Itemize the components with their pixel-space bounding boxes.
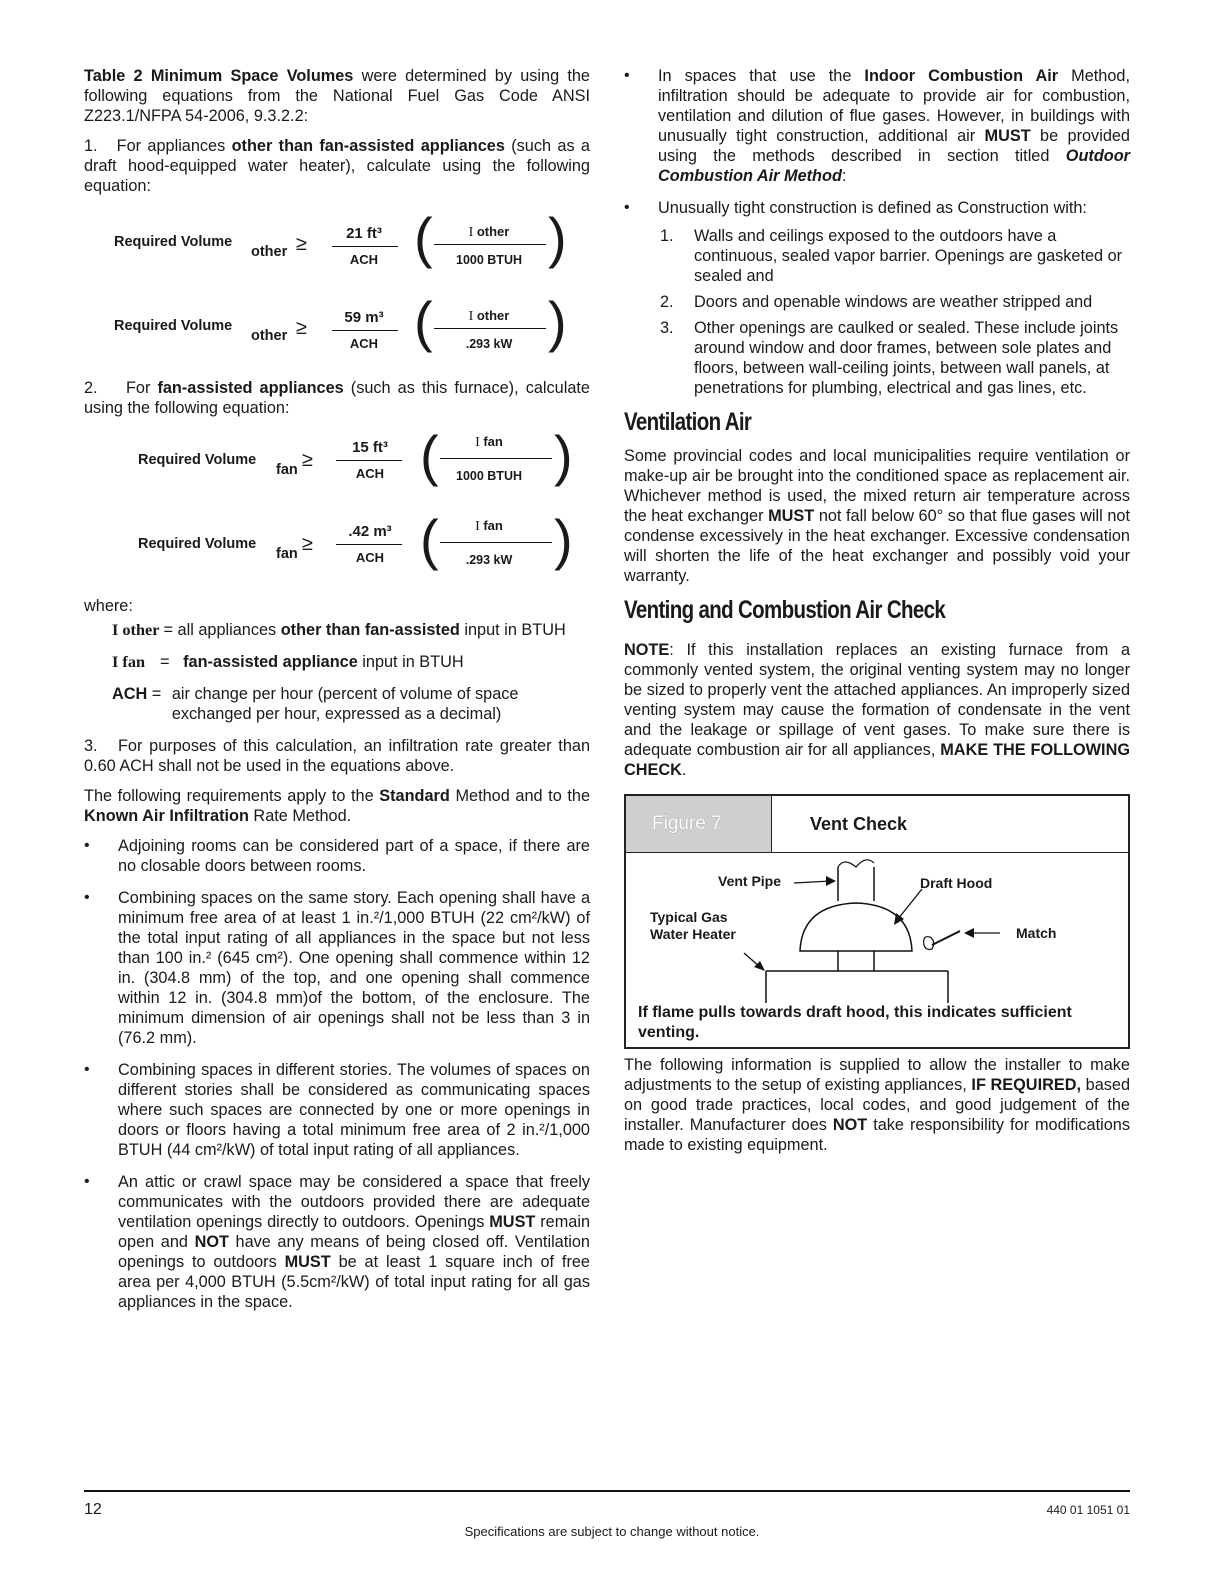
eq1-i-bar: [434, 244, 546, 245]
eq2-numerator: 59 m³: [344, 309, 384, 326]
rb1-bold-1: Indoor Combustion Air: [864, 67, 1059, 85]
requirements-paragraph: [84, 786, 590, 826]
page-number: 12: [84, 1501, 102, 1518]
requirements-list: [84, 836, 590, 1312]
note-end: .: [681, 761, 687, 779]
eq3-ge: ≥: [302, 449, 313, 471]
note-label: NOTE: [624, 641, 670, 659]
b4-a: An attic or crawl space may be considered a space that freely communicates with the outdoors provided there are adequate ventilation openings directly to outdoors. Openings: [118, 1173, 590, 1231]
list-item: • Adjoining rooms can be considered part of a space, if there are no closable doors between rooms.: [84, 836, 590, 876]
sub-number: 2.: [660, 293, 674, 311]
intro-bold: Table 2 Minimum Space Volumes: [84, 67, 354, 85]
figure-diagram: [626, 853, 1128, 1003]
sub-text: Walls and ceilings exposed to the outdoors have a continuous, sealed vapor barrier. Openings are gasketed or sealed and: [694, 227, 1123, 285]
list-item: [624, 66, 1130, 186]
eq1-fraction-bar: [332, 246, 398, 247]
eq4-fraction-bar: [336, 544, 402, 545]
indoor-air-list: [624, 66, 1130, 218]
req-pre: The following requirements apply to the: [84, 787, 380, 805]
eq2-label: Required Volume: [114, 318, 233, 334]
def2-rest: input in BTUH: [357, 653, 464, 671]
item-2-bold: fan-assisted appliances: [157, 379, 344, 397]
definition-i-fan-text: [160, 652, 464, 672]
equation-1: [84, 206, 590, 290]
b4-c: have any means of being closed off. Ventilation openings to outdoors: [118, 1233, 590, 1271]
item-2-number: 2.: [84, 379, 98, 397]
req-bold-2: Known Air Infiltration: [84, 807, 249, 825]
eq3-i-sub: fan: [483, 434, 503, 449]
after-bold-2: NOT: [832, 1116, 868, 1134]
eq1-left-paren: (: [414, 206, 433, 269]
b4-bold-1: MUST: [489, 1213, 536, 1231]
eq1-i-sub: other: [476, 224, 510, 239]
sub-text: Doors and openable windows are weather stripped and: [694, 293, 1093, 311]
after-a: The following information is supplied to allow the installer to make adjustments to the setup of existing appliances,: [624, 1056, 1130, 1094]
definition-i-fan: [84, 652, 590, 672]
eq1-right-paren: ): [548, 206, 567, 269]
right-column: [624, 66, 1130, 1165]
note-bold: MAKE THE FOLLOWING CHECK: [624, 741, 1130, 779]
req-mid: Method and to the: [449, 787, 590, 805]
definition-ach: [84, 684, 590, 724]
rb1-bold-italic: Outdoor Combustion Air Method: [658, 147, 1130, 185]
note-text: : If this installation replaces an existing furnace from a commonly vented system, the original venting system may no longer be sized to properly vent the attached appliances. An improperly sized venting system may cause the formation of condensate in the vent and the leakage or spillage of vent gases. To make sure there is adequate combustion air for all appliances,: [624, 641, 1130, 759]
eq3-denominator: ACH: [355, 466, 385, 481]
eq3-i: I: [475, 435, 480, 450]
eq1-i: I: [468, 225, 474, 240]
eq3-left-paren: (: [420, 424, 439, 487]
vent-bold: MUST: [768, 507, 815, 525]
def1-eq: = all appliances: [163, 621, 281, 639]
eq1-i-bottom: 1000 BTUH: [456, 253, 522, 267]
eq4-i-bottom: .293 kW: [465, 553, 513, 567]
figure-vent-check: [624, 794, 1130, 1049]
eq2-i: I: [468, 309, 474, 324]
figure-tag: Figure 7: [626, 796, 772, 852]
left-column: [84, 66, 595, 1324]
list-item: • Combining spaces on the same story. Each opening shall have a minimum free area of at least 1 in.²/1,000 BTUH (22 cm²/kW) of the total input rating of all appliances in the space but not less than 100 in.² (645 cm²). One opening shall commence within 12 in. (304.8 mm) of the top, and one opening shall commence within 12 in. (304.8 mm)of the bottom, of the enclosure. The minimum dimension of air openings shall not be less than 3 in (76.2 mm).: [84, 888, 590, 1048]
sub-number: 1.: [660, 227, 674, 245]
eq1-label: Required Volume: [114, 234, 233, 250]
eq4-right-paren: ): [554, 508, 573, 571]
item-1-bold: other than fan-assisted appliances: [231, 137, 505, 155]
b4-b: remain open and: [118, 1213, 590, 1251]
item-1: [84, 136, 590, 196]
eq4-ge: ≥: [302, 533, 313, 555]
item-3: 3. For purposes of this calculation, an infiltration rate greater than 0.60 ACH shall not be used in the equations above.: [84, 737, 595, 775]
document-number: 440 01 1051 01: [1046, 1503, 1130, 1517]
eq2-ge: ≥: [296, 317, 307, 339]
footer-notice: Specifications are subject to change without notice.: [464, 1524, 760, 1539]
eq3-label: Required Volume: [138, 452, 257, 468]
eq2-i-bar: [434, 328, 546, 329]
definition-i-other: [84, 620, 590, 640]
list-item: [624, 318, 1130, 398]
rb1-a: In spaces that use the: [658, 67, 865, 85]
after-bold-1: IF REQUIRED,: [971, 1076, 1081, 1094]
def2-eq: =: [160, 653, 175, 671]
eq3-right-paren: ): [554, 424, 573, 487]
eq1-i-top: [434, 222, 544, 243]
eq4-i-top: [434, 516, 544, 537]
def1-rest: input in BTUH: [459, 621, 566, 639]
item-2-post: (such as this furnace), calculate using the following equation:: [84, 379, 590, 417]
def3-eq: =: [147, 685, 166, 703]
eq2-left-paren: (: [414, 290, 433, 353]
definition-i-other-key: I other: [112, 620, 160, 639]
after-e: take responsibility for modifications made to existing equipment.: [624, 1116, 1130, 1154]
footer-rule: [84, 1490, 1130, 1492]
rb1-bold-2: MUST: [984, 127, 1031, 145]
req-post: Rate Method.: [248, 807, 352, 825]
def1-bold: other than fan-assisted: [280, 621, 460, 639]
list-item: • Unusually tight construction is defined as Construction with:: [624, 198, 1130, 218]
equation-4: [84, 508, 590, 596]
after-figure-paragraph: [624, 1055, 1130, 1155]
b4-bold-2: NOT: [194, 1233, 229, 1251]
eq3-sub: fan: [276, 462, 298, 478]
eq2-i-top: [434, 306, 544, 327]
rb1-b: Method, infiltration should be adequate to provide air for combustion, ventilation and dilution of flue gases. However, in buildings with unusually tight construction, additional air: [658, 67, 1130, 145]
definition-ach-text: air change per hour (percent of volume of space exchanged per hour, expressed as a decimal): [171, 685, 519, 723]
eq3-i-bottom: 1000 BTUH: [456, 469, 522, 483]
def2-bold: fan-assisted appliance: [183, 653, 358, 671]
eq4-i: I: [475, 519, 480, 534]
rb1-c: be provided using the methods described in section titled: [658, 127, 1130, 165]
intro-text: were determined by using the following equations from the National Fuel Gas Code ANSI Z223.1/NFPA 54-2006, 9.3.2.2:: [84, 67, 590, 125]
eq1-ge: ≥: [296, 233, 307, 255]
eq4-numerator: .42 m³: [348, 523, 392, 540]
definition-i-fan-key: I fan: [112, 652, 146, 671]
eq2-i-sub: other: [476, 308, 510, 323]
eq4-label: Required Volume: [138, 536, 257, 552]
sub-number: 3.: [660, 319, 674, 337]
definition-i-other-text: [159, 620, 565, 640]
eq4-denominator: ACH: [355, 550, 385, 565]
eq2-denominator: ACH: [349, 336, 379, 351]
vent-c: not fall below 60° so that flue gases will not condense excessively in the heat exchanger. Excessive condensation will shorten the life of the heat exchanger and possibly void your warranty.: [624, 507, 1130, 585]
eq1-numerator: 21 ft³: [346, 225, 382, 242]
heading-venting-check: Venting and Combustion Air Check: [624, 596, 946, 624]
label-water-heater: Water Heater: [650, 926, 736, 942]
eq4-sub: fan: [276, 546, 298, 562]
figure-header: [626, 796, 1128, 853]
item-2: [84, 378, 590, 418]
equation-3: [84, 424, 590, 512]
eq4-i-bar: [440, 542, 552, 543]
sub-text: Other openings are caulked or sealed. These include joints around window and door frames, between sole plates and floors, between wall-ceiling joints, between wall panels, at penetrations for plumbing, electrical and gas lines, etc.: [694, 319, 1119, 397]
item-1-pre: For appliances: [116, 137, 232, 155]
item-1-number: 1.: [84, 137, 98, 155]
eq2-right-paren: ): [548, 290, 567, 353]
tight-construction-list: [624, 226, 1130, 398]
b4-bold-3: MUST: [284, 1253, 331, 1271]
figure-caption: If flame pulls towards draft hood, this indicates sufficient venting.: [638, 1004, 1072, 1041]
item-1-post: (such as a draft hood-equipped water heater), calculate using the following equation:: [84, 137, 590, 195]
eq3-i-bar: [440, 458, 552, 459]
eq3-numerator: 15 ft³: [352, 439, 388, 456]
label-typical-gas: Typical Gas: [650, 909, 728, 925]
ventilation-paragraph: [624, 446, 1130, 586]
eq2-fraction-bar: [332, 330, 398, 331]
eq4-left-paren: (: [420, 508, 439, 571]
vent-a: Some provincial codes and local municipalities require ventilation or make-up air be brought into the conditioned space as replacement air. Whichever method is used, the mixed return air temperature across the heat exchanger: [624, 447, 1130, 525]
rb1-d: :: [841, 167, 847, 185]
where-label: where:: [84, 597, 133, 615]
b4-d: be at least 1 square inch of free area per 4,000 BTUH (5.5cm²/kW) of total input rating for all gas appliances in the space.: [118, 1253, 590, 1311]
list-item: [84, 1172, 590, 1312]
list-item: [624, 226, 1130, 286]
req-bold-1: Standard: [379, 787, 450, 805]
eq3-fraction-bar: [336, 460, 402, 461]
label-draft-hood: Draft Hood: [920, 875, 993, 891]
equation-2: [84, 290, 590, 378]
eq2-i-bottom: .293 kW: [465, 337, 513, 351]
item-2-pre: For: [125, 379, 158, 397]
eq1-sub: other: [251, 244, 288, 260]
eq1-denominator: ACH: [349, 252, 379, 267]
eq2-sub: other: [251, 328, 288, 344]
definition-ach-key: ACH: [112, 685, 148, 703]
intro-paragraph: [84, 66, 590, 126]
list-item: • Combining spaces in different stories. The volumes of spaces on different stories shall be considered as communicating spaces where such spaces are connected by one or more openings in doors or floors having a total minimum free area of 2 in.²/1,000 BTUH (44 cm²/kW) of total input rating of all appliances.: [84, 1060, 590, 1160]
eq4-i-sub: fan: [483, 518, 503, 533]
list-item: [624, 292, 1130, 312]
heading-ventilation-air: Ventilation Air: [624, 408, 752, 436]
eq3-i-top: [434, 432, 544, 453]
after-c: based on good trade practices, local codes, and good judgement of the installer. Manufacturer does: [624, 1076, 1130, 1134]
label-match: Match: [1016, 925, 1057, 941]
note-paragraph: [624, 640, 1130, 780]
label-vent-pipe: Vent Pipe: [718, 873, 782, 889]
figure-title: Vent Check: [810, 814, 908, 834]
